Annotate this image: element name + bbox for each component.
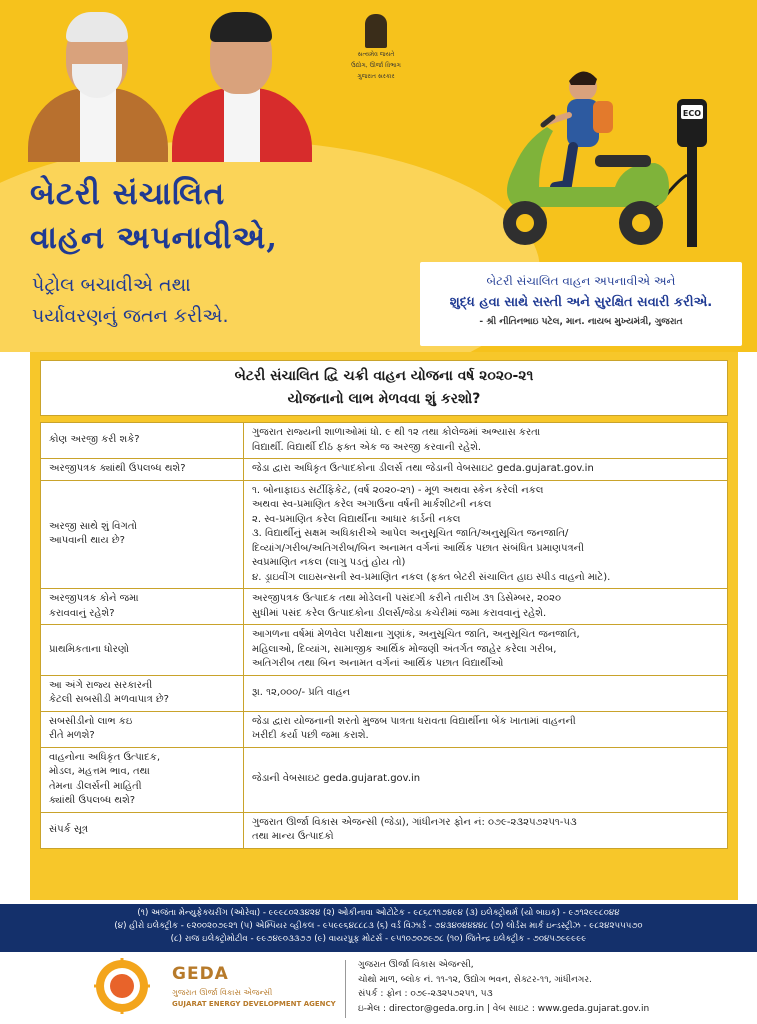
question-cell	[41, 423, 244, 459]
answer-cell	[244, 480, 728, 589]
emblem-caption-1: સત્યમેવ જયતે	[357, 51, 395, 58]
question-line: ક્યાંથી ઉપલબ્ધ થશે?	[49, 795, 136, 806]
scheme-section	[30, 352, 738, 900]
question-line: વાહનોના અધિકૃત ઉત્પાદક,	[49, 751, 161, 763]
footer-divider	[345, 960, 346, 1018]
manufacturers-line-1: (૧) અજંતા મેન્યુફેક્ચરીંગ (ઓરેવા) - ૯૯૯૮૦૨૩૪૨૪ (૨) ઓકીનાવા ઓટોટેક - ૯૮૬૮૧૧૭૪૯૪ (૩) ઇલેક્ટ્રોથર્મ (યો બાઇક) - ૯૭૧૨૯૯૮૦૪૪	[137, 908, 620, 918]
question-line: તેમના ડીલર્સની માહિતી	[49, 780, 142, 792]
question-line: સંપર્ક સૂત્ર	[49, 823, 89, 835]
answer-cell	[244, 675, 728, 711]
contact-line-4: ઇ-મેલ : director@geda.org.in | વેબ સાઇટ : www.geda.gujarat.gov.in	[358, 1003, 650, 1014]
question-line: આ અંગે રાજ્ય સરકારની	[49, 679, 153, 691]
subheadline	[32, 270, 229, 332]
scheme-title-line-2: યોજનાનો લાભ મેળવવા શું કરશો?	[287, 391, 481, 407]
answer-line: તથા માન્ય ઉત્પાદકો	[252, 831, 334, 842]
scheme-title-line-1: બેટરી સંચાલિત દ્વિ ચક્રી વાહન યોજના વર્ષ ૨૦૨૦-૨૧	[234, 368, 534, 384]
answer-line: જેડા દ્વારા યોજનાની શરતો મુજબ પાત્રતા ધરાવતા વિદ્યાર્થીના બેંક ખાતામાં વાહનની	[252, 715, 576, 727]
question-line: કરાવવાનું રહેશે?	[49, 607, 115, 619]
question-line: કોણ અરજી કરી શકે?	[49, 434, 140, 446]
headline-line-1: બેટરી સંચાલિત	[30, 176, 226, 212]
answer-line: જેડા દ્વારા અધિકૃત ઉત્પાદકોના ડીલર્સ તથા જેડાની વેબસાઇટ geda.gujarat.gov.in	[252, 463, 594, 474]
question-line: કેટલી સબસીડી મળવાપાત્ર છે?	[49, 694, 169, 705]
contact-line-3: સંપર્ક : ફોન : ૦૭૯-૨૩૨૫૭૨૫૧, ૫૩	[358, 989, 493, 999]
question-cell	[41, 711, 244, 747]
geda-name: GEDA	[172, 964, 229, 984]
question-line: પ્રાથમિકતાના ધોરણો	[49, 643, 130, 655]
footer	[0, 952, 757, 1024]
answer-line: ખરીદી કર્યા પછી જમા કરાશે.	[252, 730, 369, 741]
question-cell	[41, 480, 244, 589]
answer-line: સ્વપ્રમાણિત નકલ (લાગુ પડતું હોય તો)	[252, 557, 406, 568]
table-row	[41, 711, 728, 747]
scheme-faq-table	[40, 422, 728, 849]
backpack	[593, 101, 613, 133]
answer-line: મહિલાઓ, દિવ્યાંગ, સામાજીક આર્થિક મોજણી અંતર્ગત જાહેર કરેલા ગરીબ,	[252, 643, 557, 655]
question-cell	[41, 625, 244, 676]
answer-cell	[244, 711, 728, 747]
subheadline-line-1: પેટ્રોલ બચાવીએ તથા	[32, 274, 191, 296]
answer-line: જેડાની વેબસાઇટ geda.gujarat.gov.in	[252, 773, 421, 785]
answer-line: ૧. બોનાફાઇડ સર્ટીફિકેટ, (વર્ષ ૨૦૨૦-૨૧) - મૂળ અથવા સ્કેન કરેલી નકલ	[252, 484, 544, 496]
table-row	[41, 675, 728, 711]
table-row	[41, 459, 728, 481]
manufacturers-line-3: (૮) રાજ ઇલેક્ટ્રોમોટીવ - ૯૯૭૪૯૦૩૩૭૭ (૯) વાયરપ્રૂફ મોટર્સ - ૯૫૧૦૭૦૭૯૭૮ (૧૦) જિતેન્દ્ર ઇલેક્ટ્રીક - ૭૦૪૫૭૯૯૯૯૯	[170, 934, 587, 944]
charger-label: ECO	[682, 109, 702, 118]
table-row	[41, 812, 728, 848]
headline-line-2: વાહન અપનાવીએ,	[30, 220, 279, 256]
table-row	[41, 480, 728, 589]
answer-line: અરજીપત્રક ઉત્પાદક તથા મોડેલની પસંદગી કરીને તારીખ ૩૧ ડિસેમ્બર, ૨૦૨૦	[252, 593, 561, 604]
quote-box	[420, 262, 742, 346]
answer-line: વિદ્યાર્થી. વિદ્યાર્થી દીઠ ફક્ત એક જ અરજી કરવાની રહેશે.	[252, 441, 482, 453]
quote-attribution: - શ્રી નીતિનભાઇ પટેલ, માન. નાયબ મુખ્યમંત્રી, ગુજરાત	[479, 317, 683, 327]
scheme-title	[40, 360, 728, 416]
question-cell	[41, 589, 244, 625]
scooter-seat	[595, 155, 651, 167]
geda-name-gujarati: ગુજરાત ઊર્જા વિકાસ એજન્સી	[172, 988, 273, 997]
question-line: અરજીપત્રક કોને જમા	[49, 593, 139, 604]
geda-name-english: GUJARAT ENERGY DEVELOPMENT AGENCY	[172, 1000, 336, 1008]
government-emblem	[338, 14, 414, 81]
question-line: અરજીપત્રક ક્યાંથી ઉપલબ્ધ થશે?	[49, 463, 186, 474]
answer-line: અથવા સ્વ-પ્રમાણિત કરેલ અગાઉના વર્ષની માર્કશીટની નકલ	[252, 499, 492, 510]
emblem-caption-3: ગુજરાત સરકાર	[357, 73, 395, 80]
subheadline-line-2: પર્યાવરણનું જતન કરીએ.	[32, 305, 229, 327]
scooter-illustration	[455, 55, 735, 270]
geda-logo-icon	[94, 958, 150, 1014]
hero-banner	[0, 0, 757, 352]
question-cell	[41, 747, 244, 812]
answer-line: અતિગરીબ તથા બિન અનામત વર્ગનાં આર્થિક પછાત વિદ્યાર્થીઓ	[252, 658, 504, 669]
answer-line: સુધીમાં પસંદ કરેલ ઉત્પાદકોના ડીલર્સ/જેડા કચેરીમાં જમા કરાવવાનું રહેશે.	[252, 607, 547, 619]
answer-cell	[244, 423, 728, 459]
question-line: અરજી સાથે શું વિગતો	[49, 520, 137, 532]
table-row	[41, 589, 728, 625]
contact-line-1: ગુજરાત ઊર્જા વિકાસ એજન્સી,	[358, 960, 474, 970]
answer-line: ૪. ડ્રાઇવીંગ લાઇસન્સની સ્વ-પ્રમાણિત નકલ (ફક્ત બેટરી સંચાલિત હાઇ સ્પીડ વાહનો માટે).	[252, 571, 611, 583]
answer-line: ગુજરાત રાજ્યની શાળાઓમાં ધો. ૯ થી ૧૨ તથા કોલેજમાં અભ્યાસ કરતા	[252, 427, 541, 438]
table-row	[41, 747, 728, 812]
question-cell	[41, 812, 244, 848]
answer-cell	[244, 459, 728, 481]
portrait-leader-1	[28, 12, 173, 162]
question-line: સબસીડીનો લાભ કઇ	[49, 715, 133, 727]
portrait-leader-2	[172, 12, 317, 162]
answer-line: ૩. વિદ્યાર્થીનું સક્ષમ અધિકારીએ આપેલ અનુસૂચિત જાતિ/અનુસૂચિત જનજાતિ/	[252, 528, 569, 539]
headline	[30, 172, 278, 260]
question-line: મોડલ, મહત્તમ ભાવ, તથા	[49, 766, 150, 777]
manufacturers-strip	[0, 904, 757, 952]
question-line: રીતે મળશે?	[49, 730, 95, 741]
table-row	[41, 423, 728, 459]
ashoka-emblem-icon	[365, 14, 387, 48]
answer-cell	[244, 625, 728, 676]
answer-cell	[244, 747, 728, 812]
question-line: આપવાની થાય છે?	[49, 535, 125, 547]
answer-cell	[244, 812, 728, 848]
question-cell	[41, 459, 244, 481]
answer-line: દિવ્યાંગ/ગરીબ/અતિગરીબ/બિન અનામત વર્ગનાં આર્થિક પછાત સંબંધિત પ્રમાણપત્રની	[252, 542, 584, 554]
table-row	[41, 625, 728, 676]
emblem-caption-2: ઉદ્યોગ, ઊર્જા વિભાગ	[351, 62, 401, 69]
answer-line: ૨. સ્વ-પ્રમાણિત કરેલ વિદ્યાર્થીના આધાર કાર્ડની નકલ	[252, 513, 461, 525]
contact-block	[358, 958, 649, 1016]
answer-line: આગળના વર્ષમાં મેળવેલ પરીક્ષાના ગુણાંક, અનુસૂચિત જાતિ, અનુસૂચિત જનજાતિ,	[252, 629, 580, 640]
answer-line: ગુજરાત ઊર્જા વિકાસ એજન્સી (જેડા), ગાંધીનગર ફોન નં: ૦૭૯-૨૩૨૫૭૨૫૧-૫૩	[252, 816, 577, 828]
quote-line-1: બેટરી સંચાલિત વાહન અપનાવીએ અને	[486, 274, 676, 288]
answer-cell	[244, 589, 728, 625]
answer-line: રૂા. ૧૨,૦૦૦/- પ્રતિ વાહન	[252, 686, 351, 698]
manufacturers-line-2: (૪) હીરો ઇલેક્ટ્રીક - ૯૨૦૦૨૦૭૯૨૧ (૫) એમ્પિયર વ્હીકલ - ૯૫૯૯૬૪૮૮૮૩ (૬) વર્ડ વિઝાર્ડ - ૭૪૩૪૦૪૪૪૪૮ (૭) લોર્ડસ માર્ક ઇન્ડસ્ટ્રીઝ - ૯૮૨૪૨૫૫૫૭૦	[114, 921, 643, 931]
quote-line-2: શુદ્ધ હવા સાથે સસ્તી અને સુરક્ષિત સવારી કરીએ.	[449, 295, 713, 310]
contact-line-2: ચોથો માળ, બ્લોક નં. ૧૧-૧૨, ઉદ્યોગ ભવન, સેક્ટર-૧૧, ગાંધીનગર.	[358, 974, 592, 985]
question-cell	[41, 675, 244, 711]
